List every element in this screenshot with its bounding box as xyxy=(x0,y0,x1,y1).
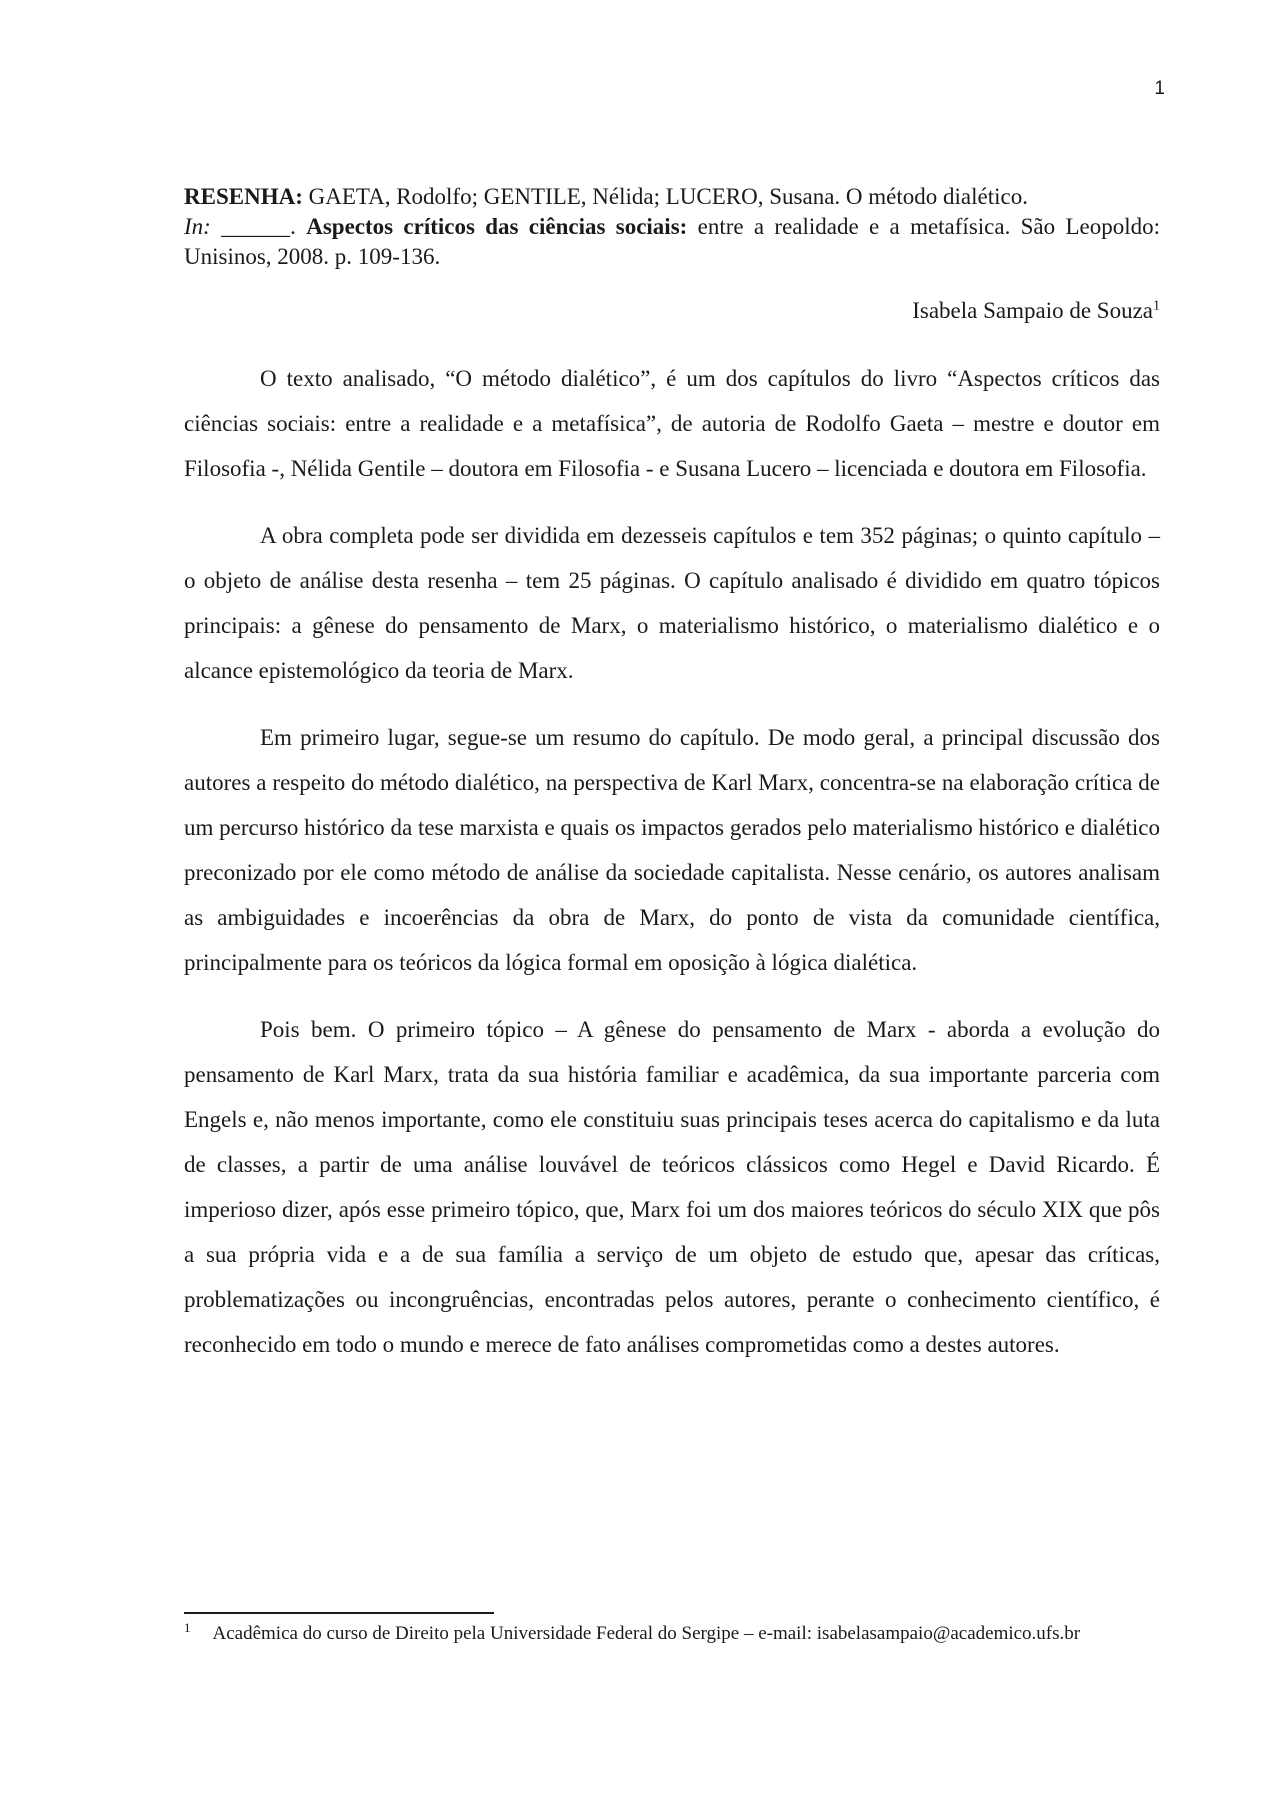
citation-header xyxy=(184,182,1160,272)
citation-authors: GAETA, Rodolfo; GENTILE, Nélida; LUCERO, Susana. O método dialético. xyxy=(302,184,1028,209)
paragraph-1: O texto analisado, “O método dialético”, é um dos capítulos do livro “Aspectos críticos das ciências sociais: entre a realidade e a metafísica”, de autoria de Rodolfo Gaeta – mestre e doutor em Filosofia -, Nélida Gentile – doutora em Filosofia - e Susana Lucero – licenciada e doutora em Filosofia. xyxy=(184,366,1160,481)
citation-book-title: Aspectos críticos das ciências sociais: xyxy=(306,214,688,239)
author-name: Isabela Sampaio de Souza xyxy=(912,298,1153,323)
paragraph-4: Pois bem. O primeiro tópico – A gênese do pensamento de Marx - aborda a evolução do pensamento de Karl Marx, trata da sua história familiar e acadêmica, da sua importante parceria com Engels e, não menos importante, como ele constituiu suas principais teses acerca do capitalismo e da luta de classes, a partir de uma análise louvável de teóricos clássicos como Hegel e David Ricardo. É imperioso dizer, após esse primeiro tópico, que, Marx foi um dos maiores teóricos do século XIX que pôs a sua própria vida e a de sua família a serviço de um objeto de estudo que, apesar das críticas, problematizações ou incongruências, encontradas pelos autores, perante o conhecimento científico, é reconhecido em todo o mundo e merece de fato análises comprometidas como a destes autores. xyxy=(184,1017,1160,1357)
author-footnote-ref: 1 xyxy=(1153,298,1160,314)
citation-blank: ______. xyxy=(210,214,307,239)
citation-in-label: In: xyxy=(184,214,211,239)
paragraph-3: Em primeiro lugar, segue-se um resumo do capítulo. De modo geral, a principal discussão dos autores a respeito do método dialético, na perspectiva de Karl Marx, concentra-se na elaboração crítica de um percurso histórico da tese marxista e quais os impactos gerados pelo materialismo histórico e dialético preconizado por ele como método de análise da sociedade capitalista. Nesse cenário, os autores analisam as ambiguidades e incoerências da obra de Marx, do ponto de vista da comunidade científica, principalmente para os teóricos da lógica formal em oposição à lógica dialética. xyxy=(184,725,1160,975)
review-body xyxy=(184,356,1160,1389)
author-line xyxy=(912,296,1160,326)
citation-rest: entre a realidade e a metafísica. São Leopoldo: Unisinos, 2008. p. 109-136. xyxy=(184,214,1160,269)
footnote-divider xyxy=(184,1612,494,1614)
citation-lead: RESENHA: xyxy=(184,184,303,209)
page-number: 1 xyxy=(1154,78,1165,99)
footnote-mark: 1 xyxy=(184,1619,191,1635)
footnote xyxy=(184,1619,1160,1646)
footnote-text: Acadêmica do curso de Direito pela Universidade Federal do Sergipe – e-mail: isabelasampaio@academico.ufs.br xyxy=(212,1623,1081,1644)
paragraph-2: A obra completa pode ser dividida em dezesseis capítulos e tem 352 páginas; o quinto capítulo – o objeto de análise desta resenha – tem 25 páginas. O capítulo analisado é dividido em quatro tópicos principais: a gênese do pensamento de Marx, o materialismo histórico, o materialismo dialético e o alcance epistemológico da teoria de Marx. xyxy=(184,523,1160,683)
